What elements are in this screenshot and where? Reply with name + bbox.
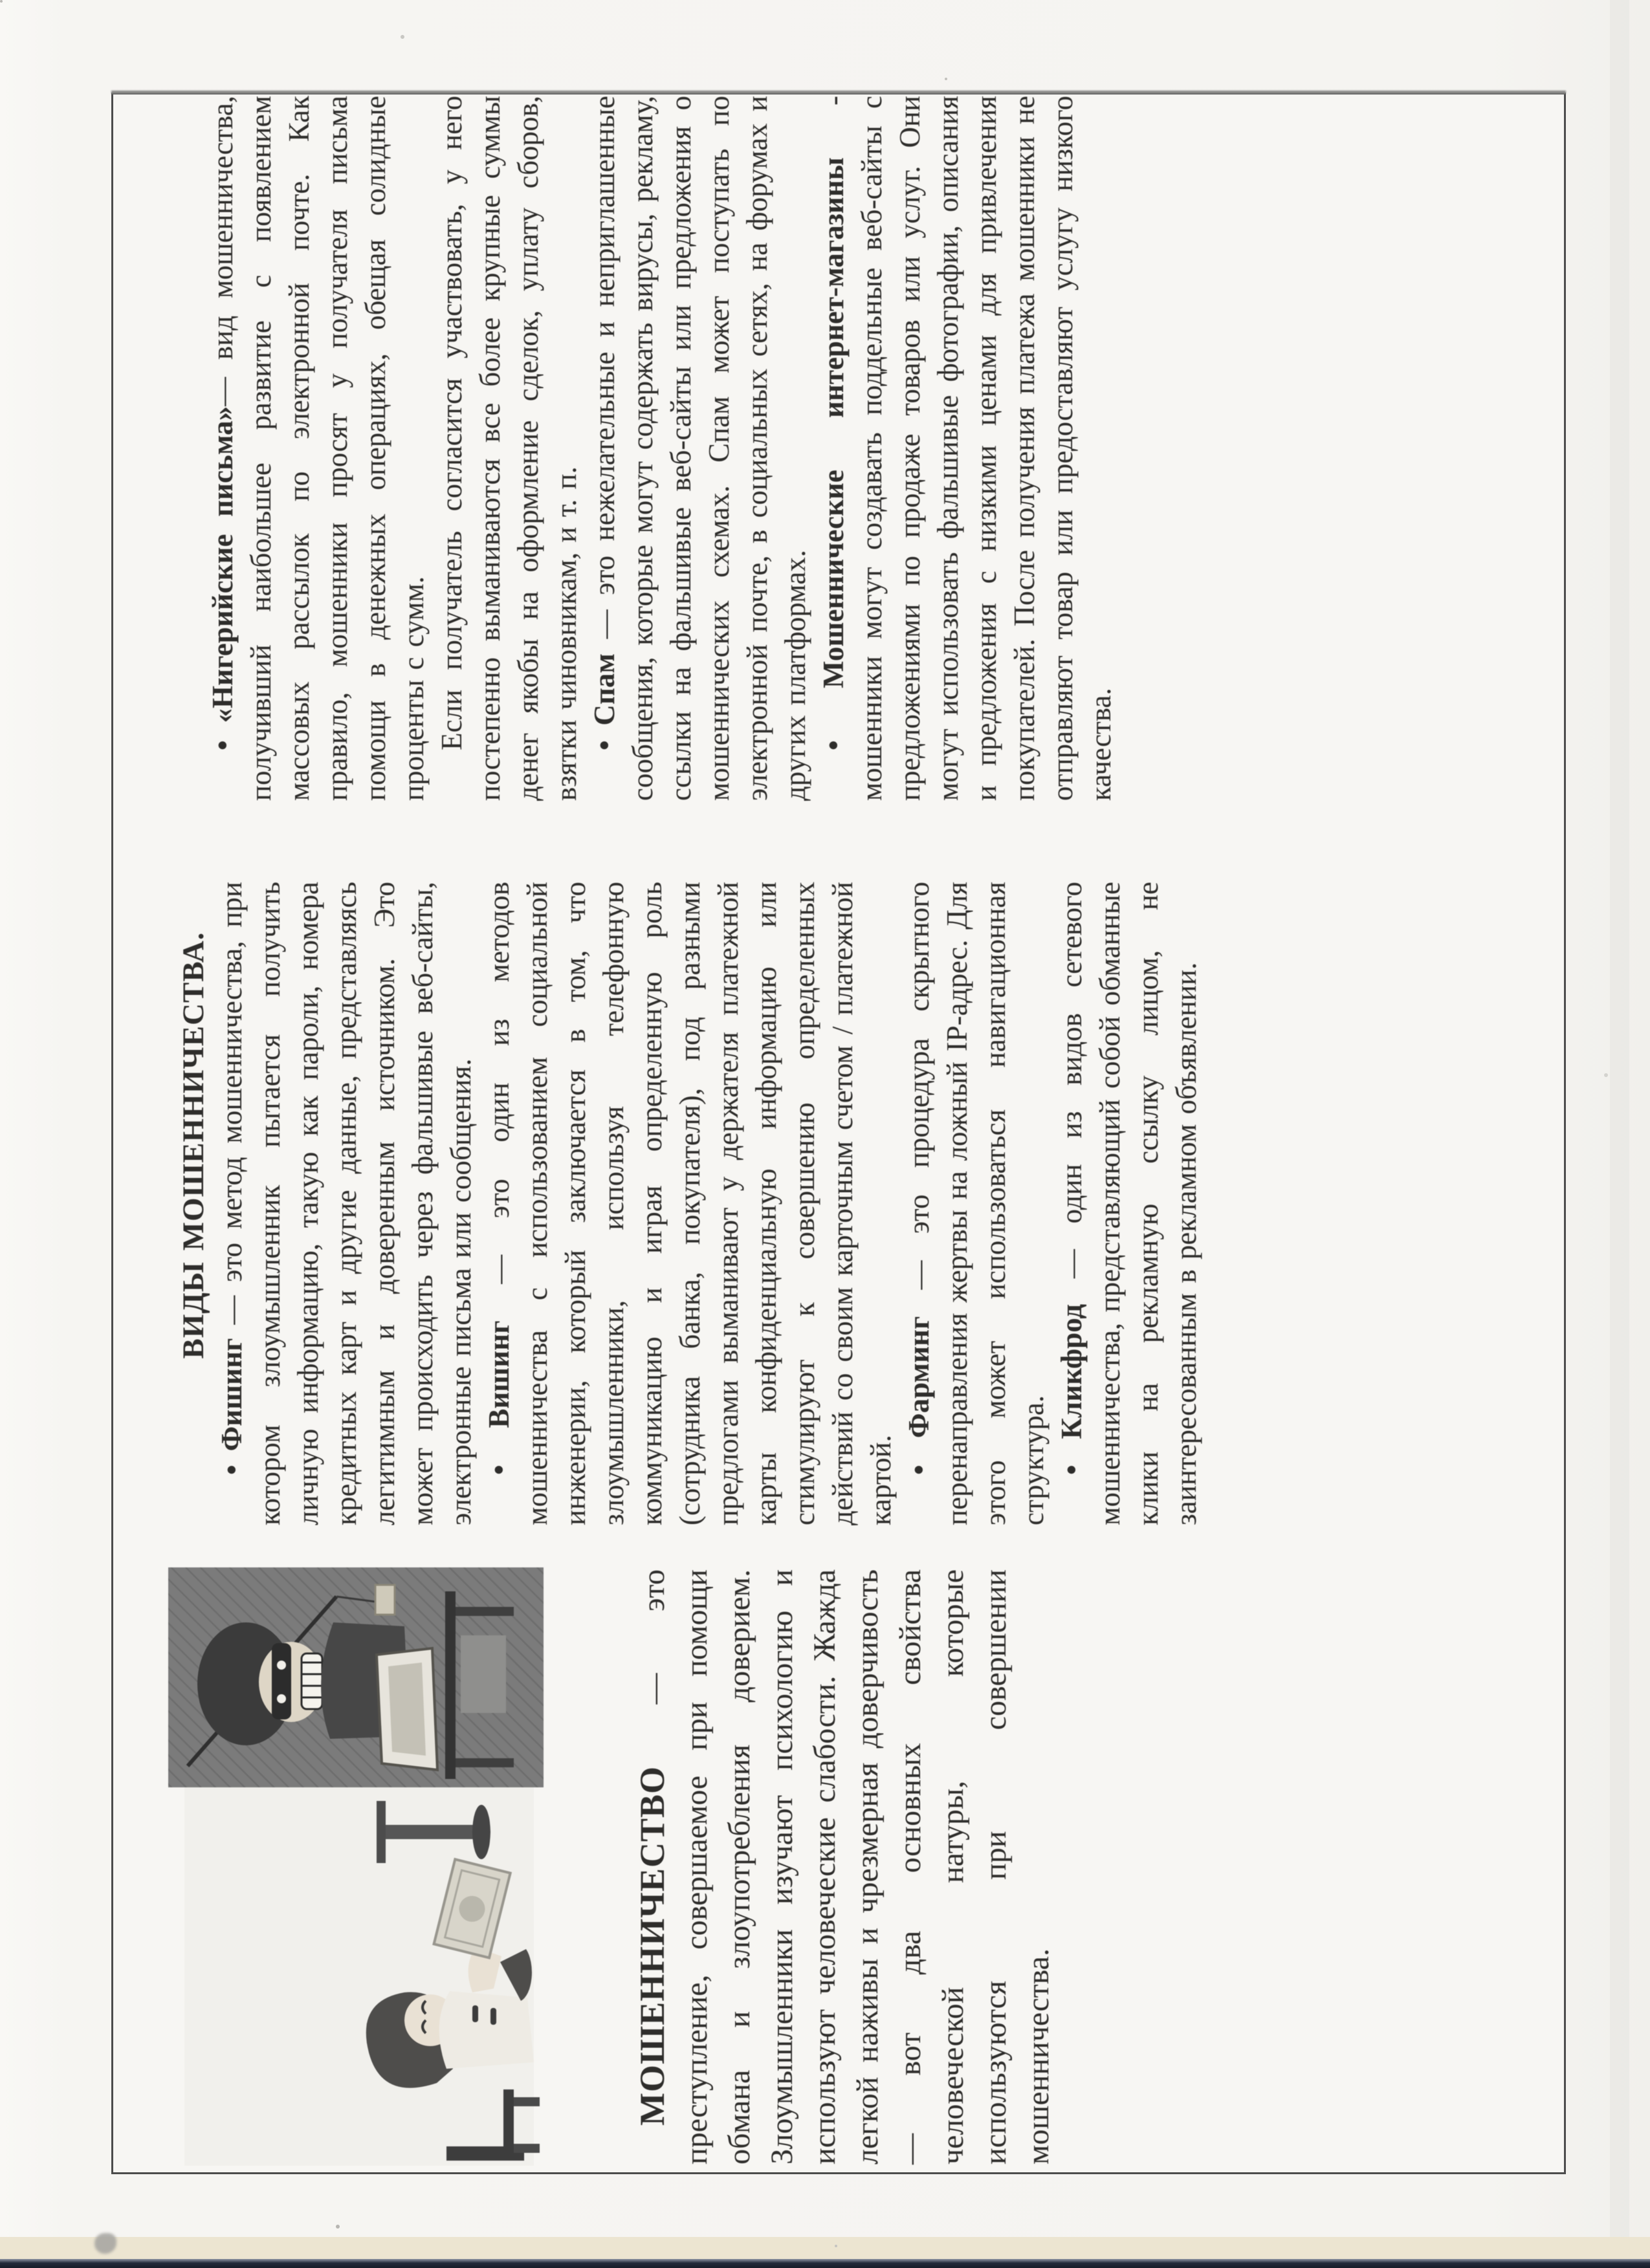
term-vishing: • Вишинг [483,1320,515,1475]
term-fake-shops: • Мошеннические интернет-магазины [817,157,850,750]
term-phishing: • Фишинг [215,1338,248,1475]
term-pharming: • Фарминг [903,1316,935,1475]
paragraph-pharming-text: — это процедура скрытного перенаправления жертвы на ложный IP-адрес. Для этого может использоваться навигационная структура. [903,881,1050,1525]
paragraph-fake-shops [815,96,1120,801]
paragraph-nigerian-continuation-text: Если получатель согласится участвовать, у него постепенно выманиваются все более крупные суммы денег якобы на оформление сделок, уплату сборов, взятки чиновникам, и т. п. [435,96,582,801]
paragraph-nigerian-letters-text: — вид мошенничества, получивший наибольшее развитие с появлением массовых рассылок по электронной почте. Как правило, мошенники просят у получателя письма помощи в денежных операциях, обещая солидные проценты с сумм. [206,96,430,801]
fraud-types-column [175,882,1205,1525]
intro-text-block [631,1569,1060,2164]
paragraph-phishing [213,882,480,1525]
paragraph-clickfraud-text: — один из видов сетевого мошенничества, представляющий собой обманные клики на рекламную ссылку лицом, не заинтересованным в рекламном объявлении. [1055,882,1202,1525]
term-clickfraud: • Кликфрод [1055,1303,1088,1475]
page-border-frame [111,93,1566,2174]
paragraph-pharming [900,882,1053,1525]
rotated-leaflet-content [113,94,1564,2172]
fraud-illustration-svg [168,1567,544,2166]
paragraph-nigerian-continuation [433,96,586,801]
intro-paragraph-text: — это преступление, совершаемое при помощи обмана и злоупотребления доверием. Злоумышленники изучают психологию и используют человеческие слабости. Жажда легкой наживы и чрезмерная доверчивость — вот два основных свойства человеческой натуры, которые используются при совершении мошенничества. [637,1569,1055,2164]
laptop [377,1648,437,1770]
fraud-types-column-2 [204,96,1120,801]
scanner-bed-edge [0,2259,1650,2268]
section-header: ВИДЫ МОШЕННИЧЕСТВА. [177,932,210,1359]
paragraph-spam-text: — это нежелательные и неприглашенные сообщения, которые могут содержать вирусы, рекламу, ссылки на фальшивые веб-сайты или предложения о мошеннических схемах. Спам может поступать по электронной почте, в социальных сетях, на форумах и других платформах. [588,96,811,801]
fraudster-panel [168,1567,544,1787]
term-moshennichestvo: МОШЕННИЧЕСТВО [633,1766,672,2126]
grin-teeth [302,1653,322,1709]
term-nigerian-letters: • «Нигерийские письма» [206,406,239,750]
paragraph-clickfraud [1053,882,1205,1525]
paper-edge-band [0,2237,1650,2260]
dust-specks [0,0,3,3]
paragraph-nigerian-letters [204,96,433,801]
fraud-illustration [168,1567,544,2166]
paragraph-vishing [480,882,900,1525]
term-spam: • Спам [588,653,621,750]
paragraph-vishing-text: — это один из методов мошенничества с использованием социальной инженерии, который заключается в том, что злоумышленники, используя телефонную коммуникацию и играя определенную роль (сотрудника банка, покупателя), под разными предлогами выманивают у держателя платежной карты конфиденциальную информацию или стимулируют к совершению определенных действий со своим карточным счетом / платежной картой. [483,882,897,1525]
paragraph-fake-shops-text: - мошенники могут создавать поддельные веб-сайты с предложениями по продаже товаров или услуг. Они могут использовать фальшивые фотографии, описания и предложения с низкими ценами для привлечения покупателей. После получения платежа мошенники не отправляют товар или предоставляют услугу низкого качества. [817,96,1117,801]
scanner-streak [1610,0,1629,2242]
paragraph-spam [586,96,815,801]
money-bill [375,1585,395,1615]
intro-paragraph [631,1569,1060,2164]
paragraph-phishing-text: — это метод мошенничества, при котором злоумышленник пытается получить личную информацию, такую как пароли, номера кредитных карт и другие данные, представляясь легитимным и доверенным источником. Это может происходить через фальшивые веб-сайты, электронные письма или сообщения. [215,882,477,1525]
